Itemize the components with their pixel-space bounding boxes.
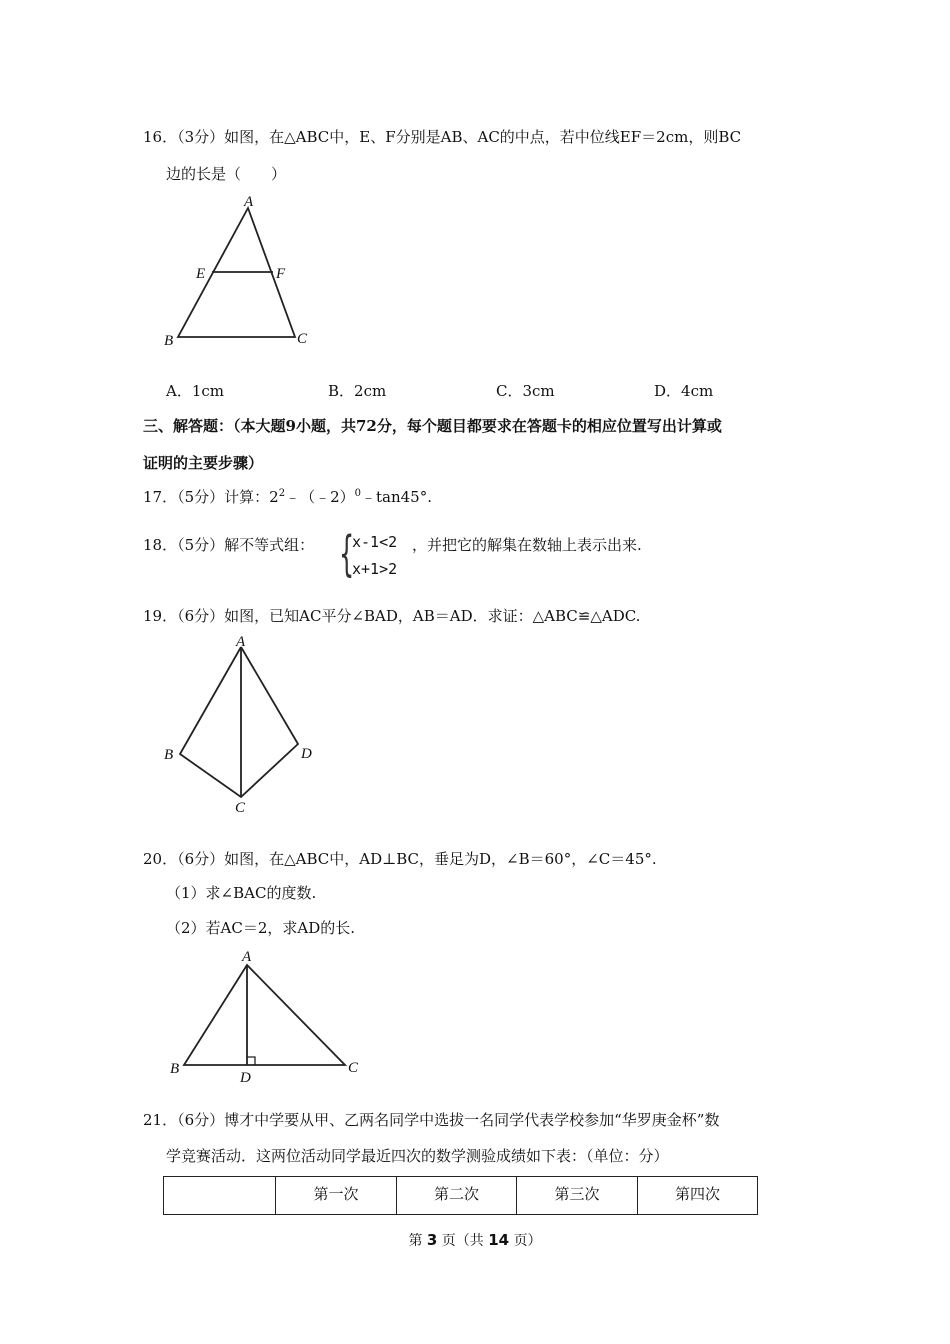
table-row <box>164 1177 758 1215</box>
q18-inequality-1: x-1<2 <box>352 533 398 551</box>
score-table <box>163 1176 758 1215</box>
section3-heading-line1: 三、解答题：（本大题9小题，共72分，每个题目都要求在答题卡的相应位置写出计算或 <box>143 417 722 435</box>
label-e: E <box>196 266 206 282</box>
q19-kite-figure <box>160 632 330 817</box>
label-c: C <box>235 800 246 816</box>
footer-total-pages: 14 <box>488 1231 510 1249</box>
q16-stem-line1: 16．（3分）如图，在△ABC中，E、F分别是AB、AC的中点，若中位线EF＝2cm，则BC <box>143 128 742 146</box>
q21-stem-line1: 21．（6分）博才中学要从甲、乙两名同学中选拔一名同学代表学校参加“华罗庚金杯”数 <box>143 1111 720 1129</box>
q18-prefix: 18．（5分）解不等式组： <box>143 536 315 554</box>
table-header-cell: 第二次 <box>397 1177 517 1215</box>
right-angle-mark-icon <box>247 1057 255 1065</box>
q18-suffix: ，并把它的解集在数轴上表示出来. <box>412 536 642 554</box>
quadrilateral-abcd <box>180 647 298 797</box>
q20-stem: 20．（6分）如图，在△ABC中，AD⊥BC，垂足为D，∠B＝60°，∠C＝45°. <box>143 850 657 868</box>
label-d: D <box>240 1070 251 1085</box>
q16-option-d: D．4cm <box>654 382 714 400</box>
label-b: B <box>164 747 174 763</box>
footer-mid: 页（共 <box>441 1233 484 1249</box>
footer-post: 页） <box>513 1233 542 1249</box>
table-header-cell: 第三次 <box>517 1177 638 1215</box>
q20-sub2: （2）若AC＝2，求AD的长. <box>166 919 356 937</box>
q20-triangle-figure <box>160 945 370 1085</box>
q17-prefix: 17．（5分）计算：2 <box>143 488 279 506</box>
q16-stem-line2: 边的长是（ ） <box>166 165 287 183</box>
q16-option-a: A．1cm <box>166 382 225 400</box>
page-footer <box>0 1230 950 1250</box>
q17-middle: ﹣（﹣2） <box>285 488 355 506</box>
q17-exponent-zero: 0 <box>354 488 361 499</box>
label-c: C <box>348 1060 359 1076</box>
label-b: B <box>170 1061 180 1077</box>
q16-option-c: C．3cm <box>496 382 555 400</box>
q19-stem: 19．（6分）如图，已知AC平分∠BAD，AB＝AD．求证：△ABC≌△ADC. <box>143 607 641 625</box>
label-a: A <box>244 194 254 210</box>
label-d: D <box>301 746 312 762</box>
q17-suffix: ﹣tan45°. <box>360 488 432 506</box>
table-header-cell <box>164 1177 276 1215</box>
label-c: C <box>297 331 308 347</box>
label-b: B <box>164 333 174 349</box>
q17-stem <box>143 487 432 507</box>
q16-triangle-figure <box>160 190 320 355</box>
q20-sub1: （1）求∠BAC的度数. <box>166 884 317 902</box>
footer-pre: 第 <box>408 1233 423 1249</box>
table-header-cell: 第一次 <box>276 1177 397 1215</box>
label-a: A <box>236 634 246 650</box>
q21-stem-line2: 学竞赛活动．这两位活动同学最近四次的数学测验成绩如下表：（单位：分） <box>166 1147 669 1165</box>
footer-page-number: 3 <box>426 1231 438 1249</box>
triangle-abc <box>184 965 345 1065</box>
q17-exponent: 2 <box>278 488 286 499</box>
table-header-cell: 第四次 <box>638 1177 758 1215</box>
brace-icon: { <box>339 526 355 582</box>
label-f: F <box>276 266 286 282</box>
q18-inequality-2: x+1>2 <box>352 560 398 578</box>
label-a: A <box>242 949 252 965</box>
q16-option-b: B．2cm <box>328 382 387 400</box>
section3-heading-line2: 证明的主要步骤） <box>143 454 264 472</box>
